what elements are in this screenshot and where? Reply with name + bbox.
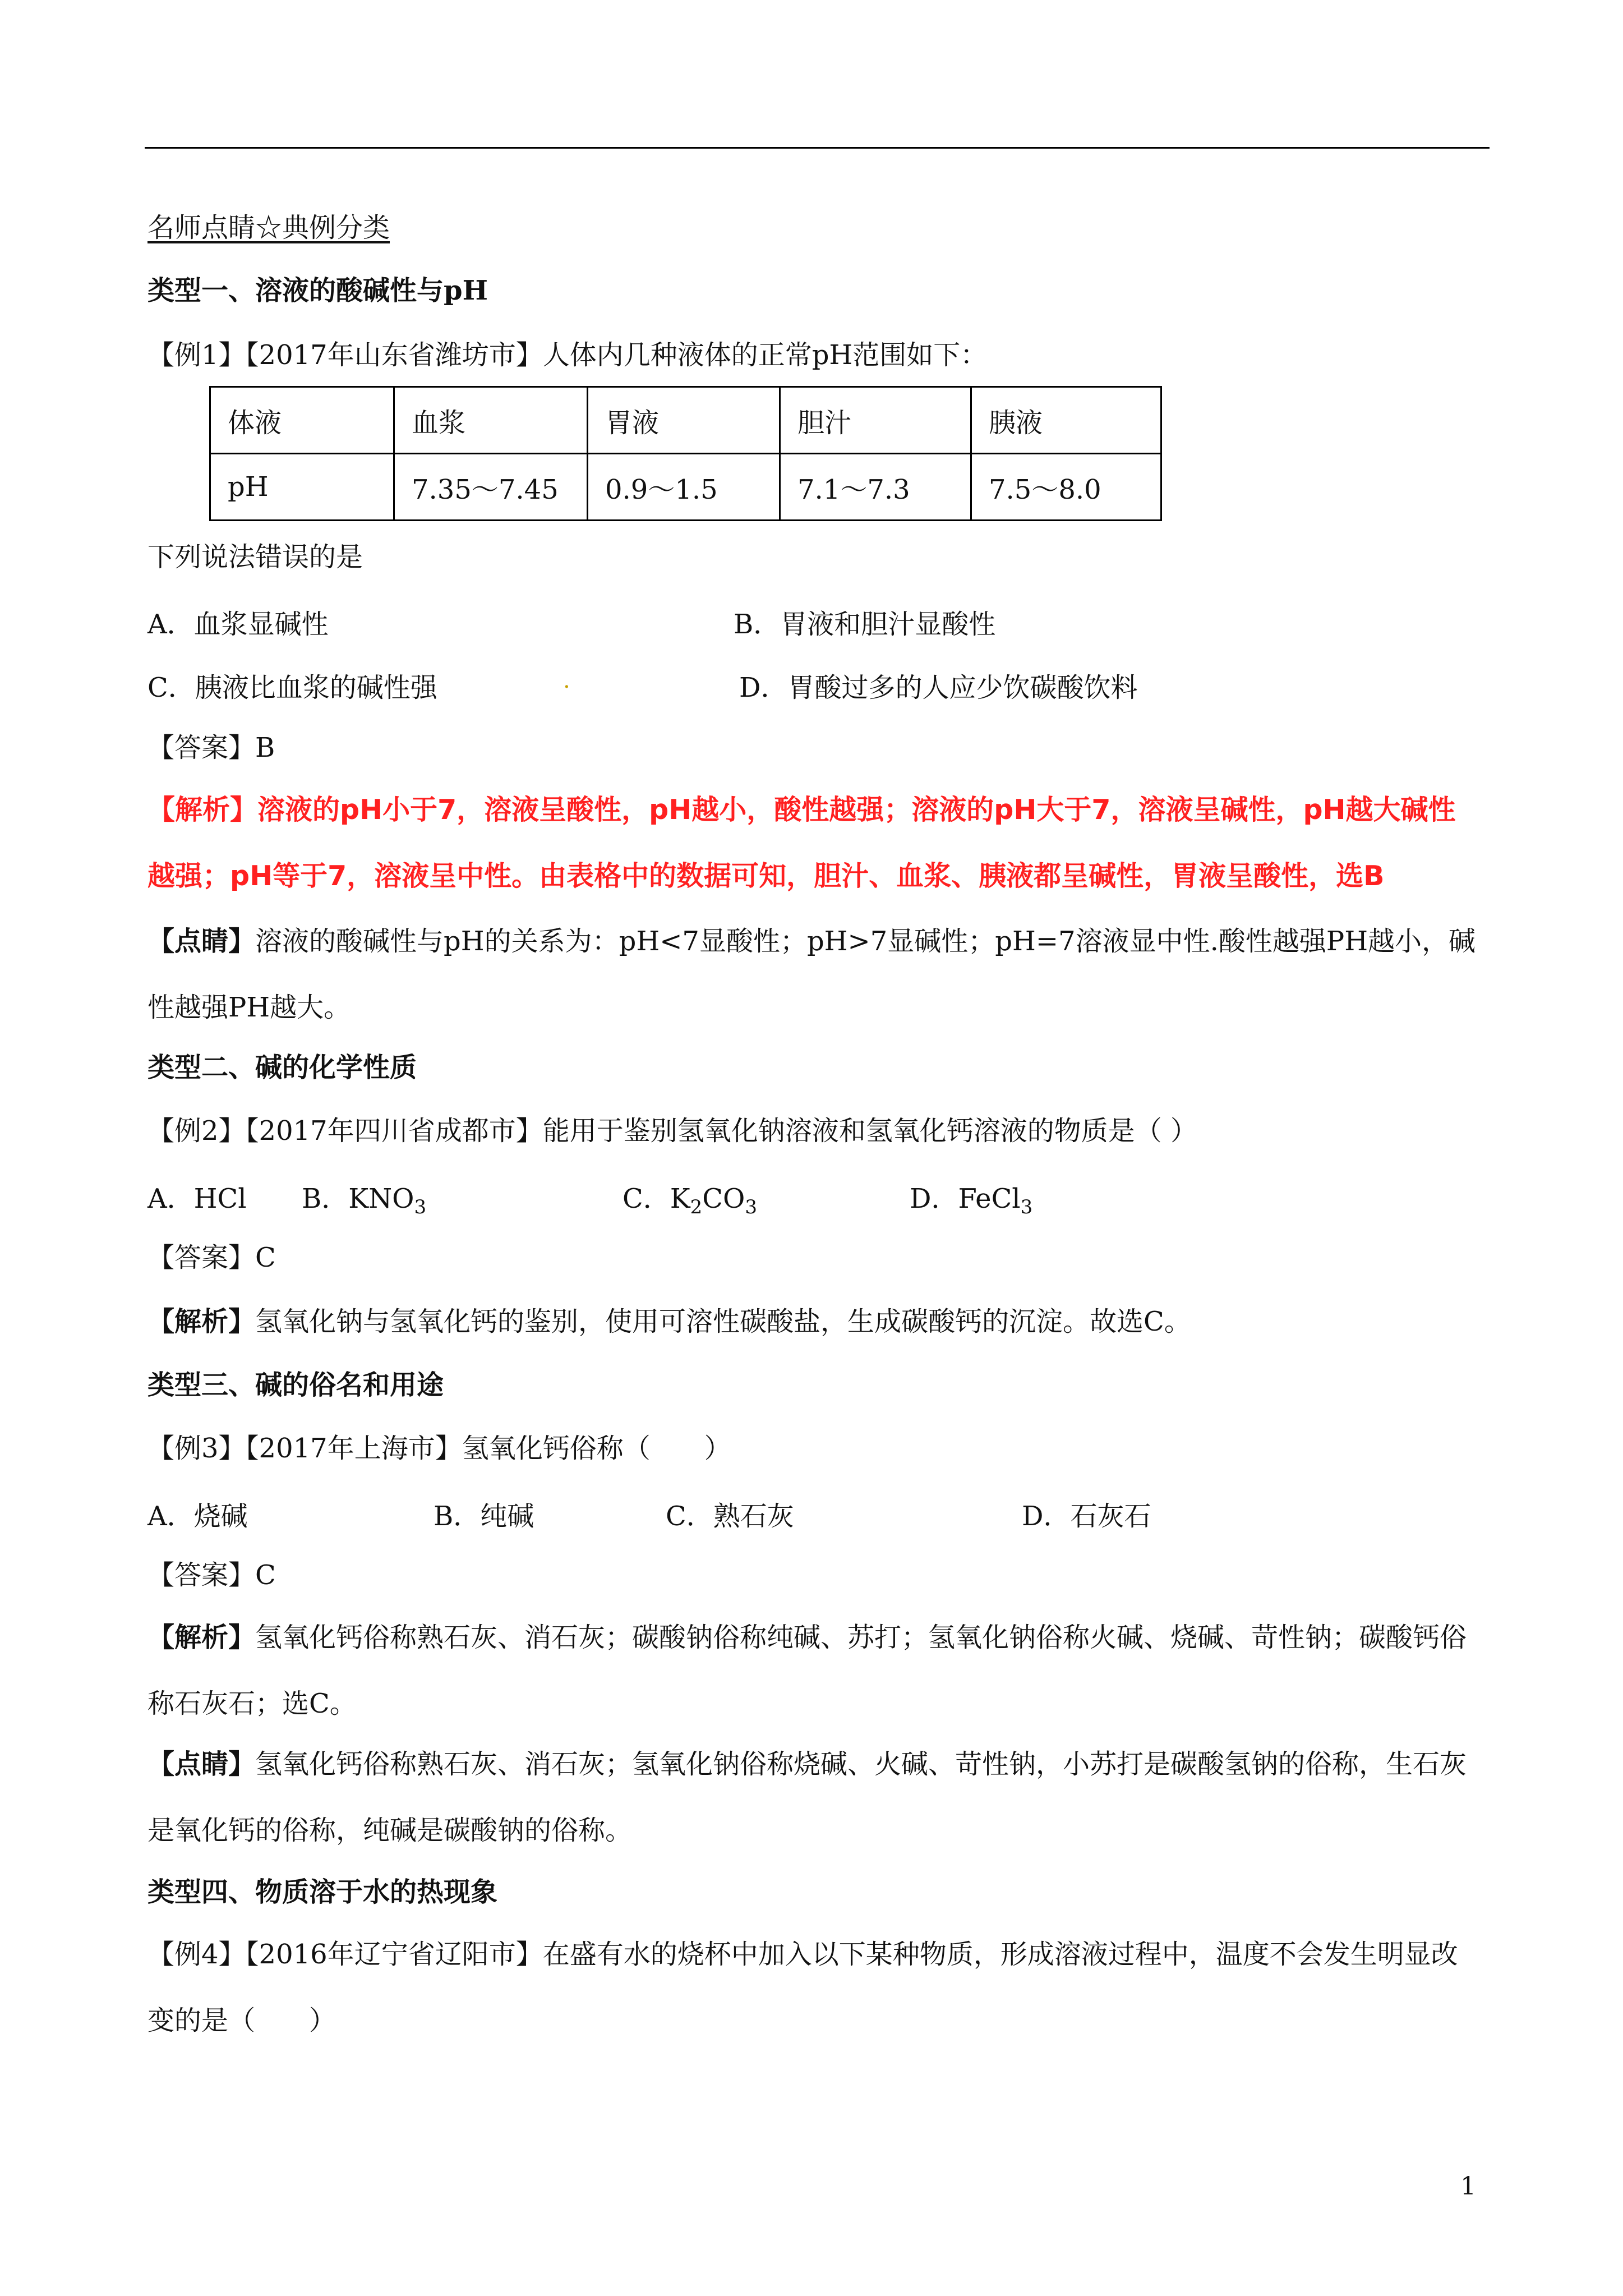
section-title: 名师点睛☆典例分类 bbox=[147, 212, 390, 243]
header-rule bbox=[145, 147, 1490, 149]
example4-stem: 【例4】【2016年辽宁省辽阳市】在盛有水的烧杯中加入以下某种物质，形成溶液过程中，温度不会发生明显改变的是（ ） bbox=[147, 1939, 1458, 2036]
answer2: 【答案】C bbox=[147, 1242, 276, 1273]
option-d: D．胃酸过多的人应少饮碳酸饮料 bbox=[739, 672, 1138, 703]
table-cell: 7.35～7.45 bbox=[394, 454, 588, 521]
table-cell: 0.9～1.5 bbox=[588, 454, 780, 521]
question1: 下列说法错误的是 bbox=[147, 541, 363, 573]
tip-text: 溶液的酸碱性与pH的关系为：pH<7显酸性；pH>7显碱性；pH=7溶液显中性.酸性越强PH越小，碱性越强PH越大。 bbox=[147, 926, 1476, 1023]
option-b: B．胃液和胆汁显酸性 bbox=[734, 609, 996, 640]
option-a: A．HCl bbox=[147, 1183, 247, 1214]
type4-heading: 类型四、物质溶于水的热现象 bbox=[147, 1876, 498, 1908]
example3-stem: 【例3】【2017年上海市】氢氧化钙俗称（ ） bbox=[147, 1433, 731, 1464]
tip-label: 【点睛】 bbox=[147, 926, 256, 957]
option-a: A．血浆显碱性 bbox=[147, 609, 329, 640]
type2-heading: 类型二、碱的化学性质 bbox=[147, 1052, 417, 1083]
answer3: 【答案】C bbox=[147, 1559, 276, 1591]
type1-heading: 类型一、溶液的酸碱性与pH bbox=[147, 275, 488, 306]
option-c: C．熟石灰 bbox=[666, 1501, 794, 1532]
option-b: B．纯碱 bbox=[434, 1501, 534, 1532]
option-d: D．石灰石 bbox=[1022, 1501, 1151, 1532]
table-row bbox=[210, 387, 1161, 454]
tip3: 【点睛】氢氧化钙俗称熟石灰、消石灰；氢氧化钠俗称烧碱、火碱、苛性钠，小苏打是碳酸氢钠的俗称，生石灰是氧化钙的俗称，纯碱是碳酸钠的俗称。 bbox=[147, 1749, 1467, 1846]
ph-table bbox=[209, 386, 1162, 521]
tip1 bbox=[147, 908, 1482, 1041]
option-b: B．$KNO_3$ bbox=[302, 1183, 427, 1218]
option-d: D．FeCl$_3$ bbox=[910, 1183, 1033, 1218]
example2-stem: 【例2】【2017年四川省成都市】能用于鉴别氢氧化钠溶液和氢氧化钙溶液的物质是（ ） bbox=[147, 1115, 1197, 1147]
type3-heading: 类型三、碱的俗名和用途 bbox=[147, 1369, 444, 1401]
analysis3: 【解析】氢氧化钙俗称熟石灰、消石灰；碳酸钠俗称纯碱、苏打；氢氧化钠俗称火碱、烧碱、苛性钠；碳酸钙俗称石灰石；选C。 bbox=[147, 1622, 1467, 1719]
analysis2: 【解析】氢氧化钠与氢氧化钙的鉴别，使用可溶性碳酸盐，生成碳酸钙的沉淀。故选C。 bbox=[147, 1306, 1191, 1337]
table-cell: 7.5～8.0 bbox=[971, 454, 1161, 521]
table-cell: 体液 bbox=[210, 387, 394, 454]
option-a: A．烧碱 bbox=[147, 1501, 248, 1532]
option-c: C．胰液比血浆的碱性强 bbox=[147, 672, 437, 703]
table-cell: 胃液 bbox=[588, 387, 780, 454]
page-number: 1 bbox=[1460, 2172, 1476, 2201]
option-c: C．$K_2CO_3$ bbox=[623, 1183, 757, 1218]
stray-dot: . bbox=[563, 668, 570, 693]
answer1: 【答案】B bbox=[147, 732, 275, 763]
table-cell: 胰液 bbox=[971, 387, 1161, 454]
analysis1: 【解析】溶液的pH小于7，溶液呈酸性，pH越小，酸性越强；溶液的pH大于7，溶液呈碱性，pH越大碱性越强；pH等于7，溶液呈中性。由表格中的数据可知，胆汁、血浆、胰液都呈碱性，胃液呈酸性，选B bbox=[147, 794, 1456, 892]
example1-stem: 【例1】【2017年山东省潍坊市】人体内几种液体的正常pH范围如下： bbox=[147, 339, 988, 371]
table-cell: 7.1～7.3 bbox=[780, 454, 971, 521]
table-row bbox=[210, 454, 1161, 521]
table-cell: 胆汁 bbox=[780, 387, 971, 454]
table-cell: 血浆 bbox=[394, 387, 588, 454]
table-cell: pH bbox=[210, 454, 394, 521]
